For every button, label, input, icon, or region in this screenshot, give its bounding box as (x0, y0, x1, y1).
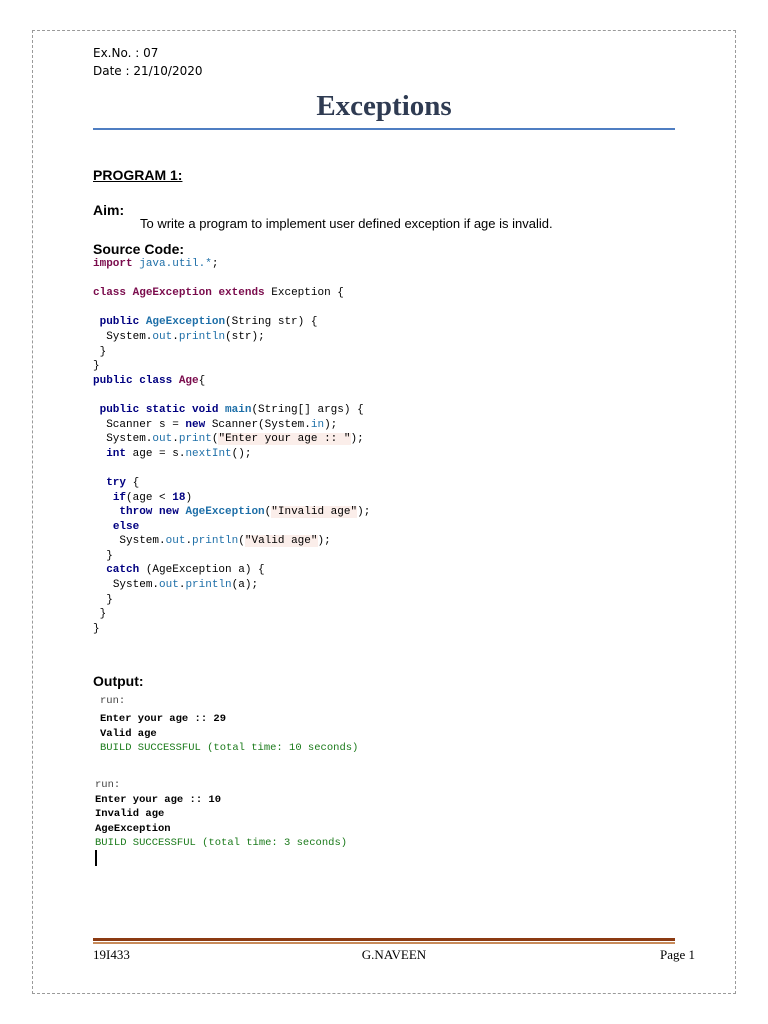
code-token: nextInt (185, 447, 232, 460)
code-token: ; (211, 258, 219, 270)
code-token: public static void (99, 403, 219, 416)
footer-page-number: Page 1 (659, 947, 695, 962)
code-token: (String str) { (225, 316, 318, 329)
code-token: out (159, 579, 179, 592)
code-token: if (112, 491, 127, 504)
code-token: ( (264, 506, 272, 519)
code-token: System. (119, 535, 166, 548)
code-token: } (106, 593, 113, 606)
output-line: BUILD SUCCESSFUL (total time: 3 seconds) (95, 837, 348, 850)
code-token: } (99, 345, 107, 358)
code-token: } (99, 608, 107, 621)
code-token: ); (317, 535, 331, 548)
code-token: ); (350, 433, 364, 446)
footer-rule-light (93, 942, 675, 944)
code-token: "Valid age" (244, 535, 318, 548)
code-token: (); (231, 447, 252, 460)
code-token: print (178, 433, 212, 446)
aim-text: To write a program to implement user defined exception if age is invalid. (140, 216, 553, 231)
code-token: AgeException (185, 506, 265, 519)
code-token: . (172, 330, 179, 343)
code-token: 18 (172, 491, 186, 504)
output-line: Invalid age (95, 808, 165, 821)
code-token: (str); (225, 330, 265, 343)
code-token: ) (185, 491, 193, 504)
output-line: run: (100, 695, 126, 707)
code-token: Scanner(System. (205, 418, 311, 431)
code-token: System. (106, 330, 153, 343)
code-token: AgeException (145, 316, 226, 329)
code-token: int (106, 447, 127, 460)
code-token: { (198, 374, 206, 387)
code-token: out (165, 535, 186, 548)
footer-rule-dark (93, 938, 675, 941)
code-token: println (192, 535, 239, 548)
code-token: System. (106, 433, 153, 446)
code-token: ); (357, 506, 371, 519)
code-token: . (172, 433, 179, 446)
code-token: println (178, 330, 226, 343)
code-token: extends (218, 287, 265, 300)
code-token: "Enter your age :: " (218, 433, 351, 446)
footer-author: G.NAVEEN (361, 947, 427, 962)
code-token: } (93, 360, 100, 373)
code-token: "Invalid age" (271, 506, 358, 519)
code-token: in (310, 418, 325, 431)
text-cursor (95, 850, 97, 866)
code-token: out (152, 433, 173, 446)
code-token: public class (93, 374, 173, 387)
page-title: Exceptions (316, 90, 452, 122)
code-token: . (185, 535, 193, 548)
code-token: out (152, 330, 173, 343)
output-run-2 (95, 778, 347, 851)
output-line: AgeException (95, 822, 171, 835)
exercise-number: Ex.No. : 07 (93, 46, 159, 60)
code-token: public (99, 316, 140, 329)
code-token: try (106, 476, 127, 489)
code-token: Age (178, 374, 199, 387)
code-token: catch (106, 564, 140, 577)
code-token: (a); (231, 579, 259, 592)
code-token: println (185, 579, 232, 592)
output-label: Output: (93, 673, 144, 689)
source-code-block (93, 257, 370, 636)
code-token: } (93, 622, 100, 635)
code-token: Scanner s = (106, 418, 186, 431)
footer-roll-number: 19I433 (93, 947, 130, 962)
aim-label: Aim: (93, 202, 125, 218)
output-line: Enter your age :: 29 (100, 713, 227, 725)
code-token: age = s. (126, 447, 186, 460)
code-token: AgeException (132, 287, 212, 300)
code-token: else (112, 520, 140, 533)
code-token: } (106, 549, 113, 562)
code-token: (age < (126, 491, 173, 504)
output-line: run: (95, 779, 121, 791)
code-token: { (126, 476, 140, 489)
code-token: (String[] args) { (251, 403, 364, 416)
code-token: new (185, 418, 206, 431)
code-token: . (178, 579, 186, 592)
code-token: throw new (119, 506, 179, 519)
output-line: BUILD SUCCESSFUL (total time: 10 seconds) (100, 742, 359, 755)
output-line: Enter your age :: 10 (95, 793, 222, 806)
code-token: main (225, 403, 252, 416)
code-token: System. (112, 579, 160, 592)
code-token: (AgeException a) { (139, 564, 265, 577)
output-run1-cut (96, 695, 176, 710)
code-token: ( (238, 535, 245, 548)
source-code-label: Source Code: (93, 241, 185, 257)
code-token: ); (324, 418, 338, 431)
code-token: class (93, 287, 127, 300)
code-token: Exception { (271, 287, 344, 300)
exercise-date: Date : 21/10/2020 (93, 64, 203, 78)
code-token: import (93, 258, 133, 270)
title-underline (93, 128, 675, 130)
program-heading: PROGRAM 1: (93, 167, 183, 183)
code-token: java.util.* (139, 258, 212, 270)
output-run-1 (100, 712, 358, 756)
output-line: Valid age (100, 727, 157, 740)
code-token: ( (211, 433, 219, 446)
